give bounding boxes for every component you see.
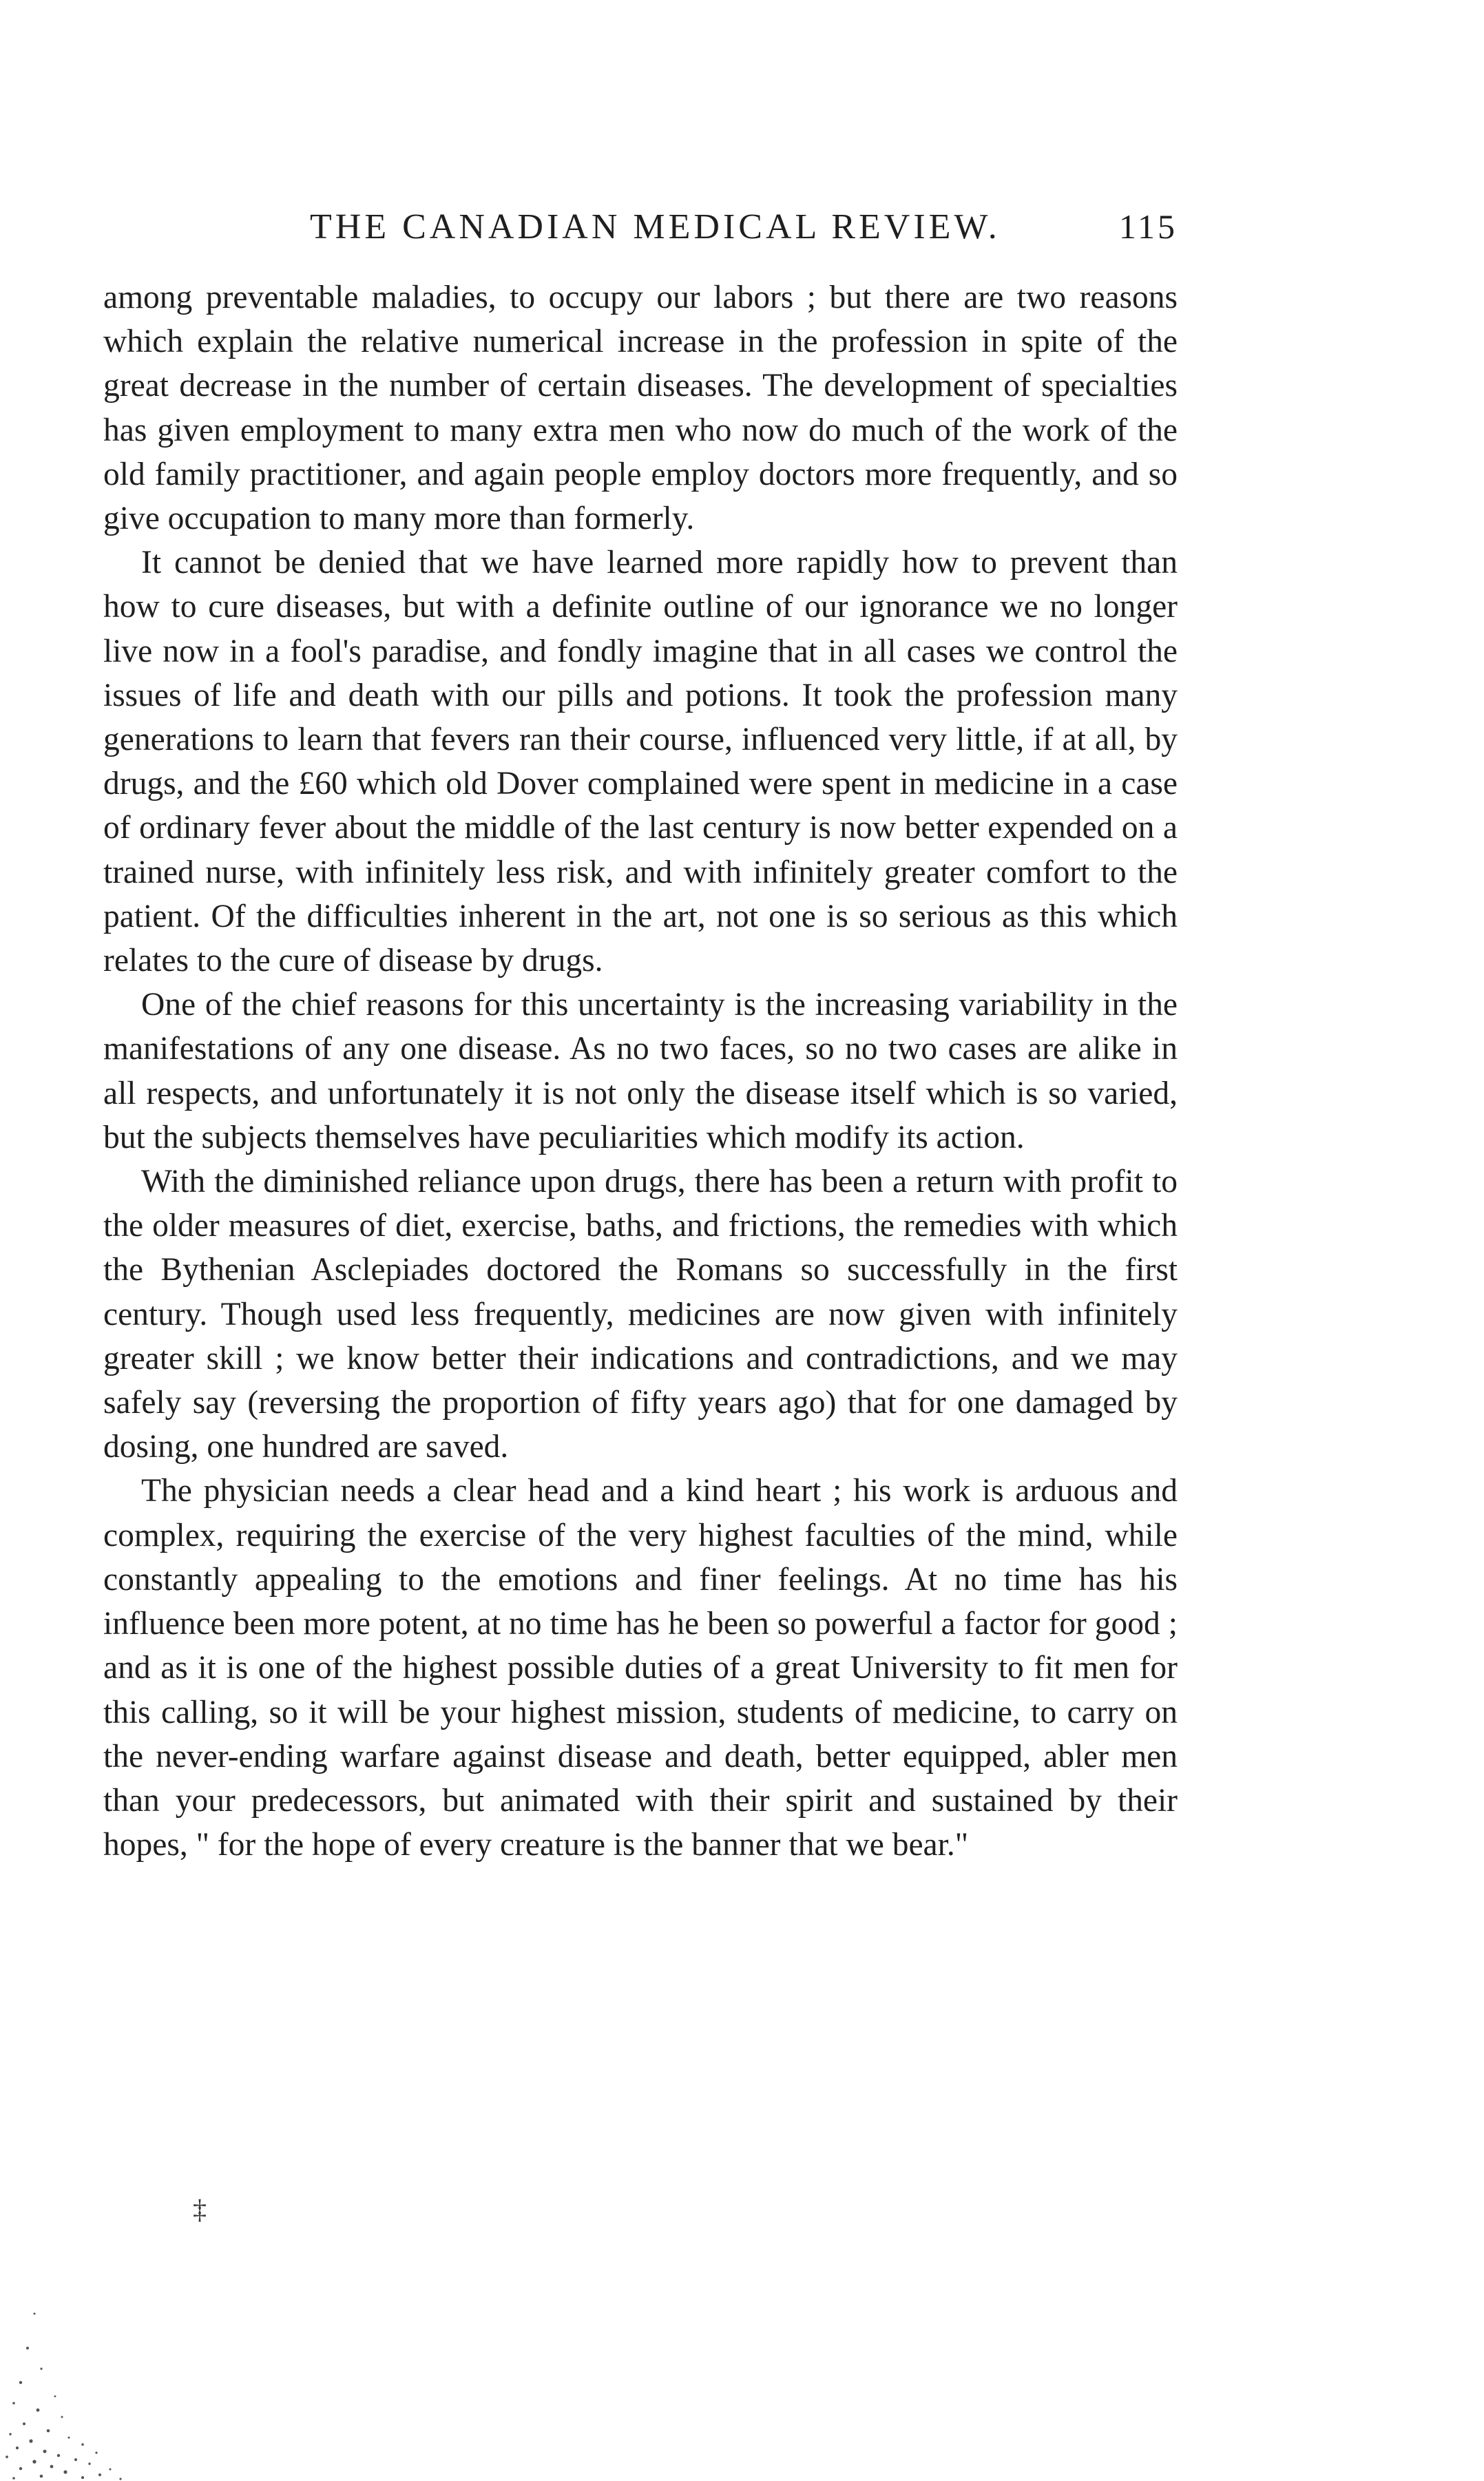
scan-specks-decoration — [0, 2293, 138, 2481]
running-head: THE CANADIAN MEDICAL REVIEW. — [310, 207, 1001, 247]
paragraph-continued: among preventable maladies, to occupy our labors ; but there are two reasons which explain the relative numerical increase in the profession in spite of the great decrease in the number of certain diseases. The development of specialties has given employment to many extra men who now do much of the work of the old family practitioner, and again people employ doctors more frequently, and so give occupation to many more than formerly. — [103, 280, 1178, 537]
paragraph: One of the chief reasons for this uncertainty is the increasing variability in the manifestations of any one disease. As no two faces, so no two cases are alike in all respects, and unfortunately it is not only the disease itself which is so varied, but the subjects themselves have peculiarities which modify its action. — [103, 987, 1178, 1155]
footer-mark: ‡ — [193, 2194, 207, 2225]
paragraph: It cannot be denied that we have learned more rapidly how to prevent than how to cure diseases, but with a definite outline of our ignorance we no longer live now in a fool's paradise, and fondly imagine that in all cases we control the issues of life and death with our pills and potions. It took the profession many generations to learn that fevers ran their course, influenced very little, if at all, by drugs, and the £60 which old Dover complained were spent in medicine in a case of ordinary fever about the middle of the last century is now better expended on a trained nurse, with infinitely less risk, and with infinitely greater comfort to the patient. Of the difficulties inherent in the art, not one is so serious as this which relates to the cure of disease by drugs. — [103, 545, 1178, 979]
article-body — [103, 275, 1178, 1867]
paragraph: With the diminished reliance upon drugs, there has been a return with profit to the older measures of diet, exercise, baths, and frictions, the remedies with which the Bythenian Asclepiades doctored the Romans so successfully in the first century. Though used less frequently, medicines are now given with infinitely greater skill ; we know better their indications and contradictions, and we may safely say (reversing the proportion of fifty years ago) that for one damaged by dosing, one hundred are saved. — [103, 1164, 1178, 1465]
paragraph: The physician needs a clear head and a kind heart ; his work is arduous and complex, requiring the exercise of the very highest faculties of the mind, while constantly appealing to the emotions and finer feelings. At no time has his influence been more potent, at no time has he been so powerful a factor for good ; and as it is one of the highest possible duties of a great University to fit men for this calling, so it will be your highest mission, students of medicine, to carry on the never-ending warfare against disease and death, better equipped, abler men than your predecessors, but animated with their spirit and sustained by their hopes, " for the hope of every creature is the banner that we bear." — [103, 1473, 1178, 1863]
page-number: 115 — [1118, 207, 1178, 246]
page-header — [103, 207, 1178, 255]
